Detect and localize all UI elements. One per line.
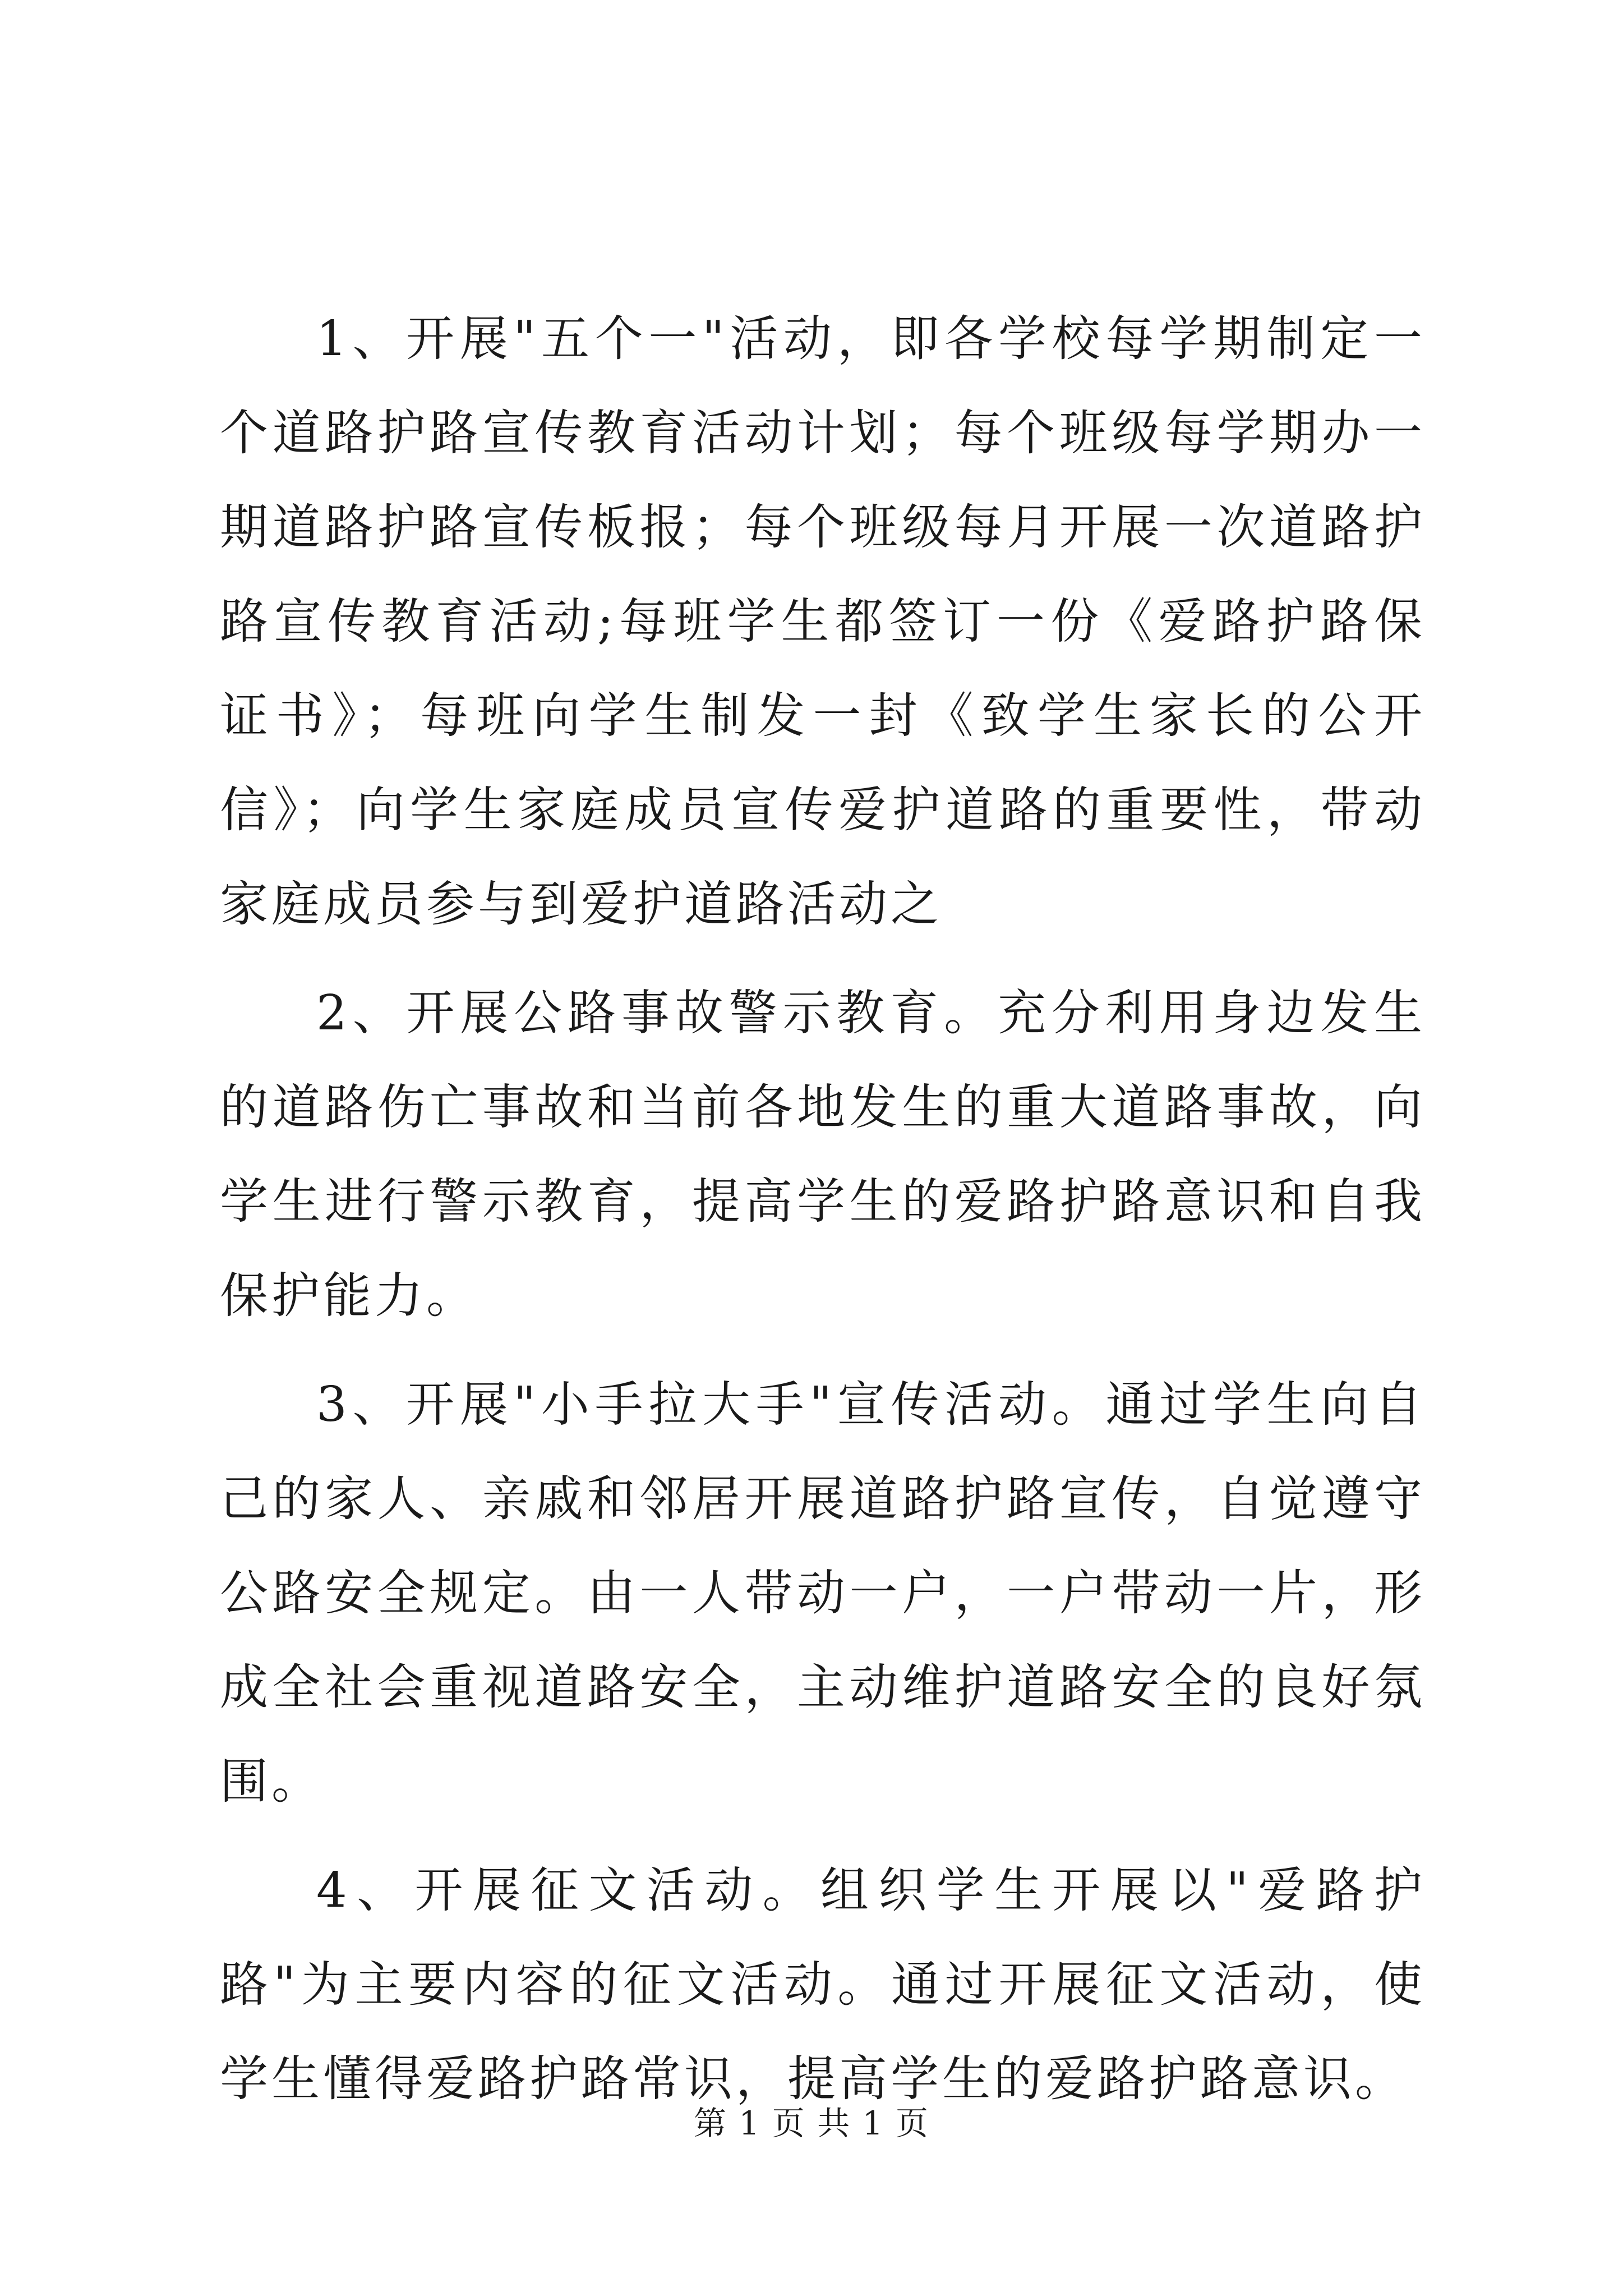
paragraph-1: 1、开展"五个一"活动，即各学校每学期制定一个道路护路宣传教育活动计划；每个班级每学期办一期道路护路宣传板报；每个班级每月开展一次道路护路宣传教育活动;每班学生都签订一份《爱路护路保证书》；每班向学生制发一封《致学生家长的公开信》；向学生家庭成员宣传爱护道路的重要性，带动家庭成员参与到爱护道路活动之 (220, 311, 1426, 932)
paragraph-4: 4、开展征文活动。组织学生开展以"爱路护路"为主要内容的征文活动。通过开展征文活动，使学生懂得爱路护路常识，提高学生的爱路护路意识。 (220, 1862, 1426, 2107)
paragraph-2: 2、开展公路事故警示教育。充分利用身边发生的道路伤亡事故和当前各地发生的重大道路事故，向学生进行警示教育，提高学生的爱路护路意识和自我保护能力。 (220, 985, 1426, 1324)
paragraph-3: 3、开展"小手拉大手"宣传活动。通过学生向自己的家人、亲戚和邻居开展道路护路宣传，自觉遵守公路安全规定。由一人带动一户，一户带动一片，形成全社会重视道路安全，主动维护道路安全的良好氛围。 (220, 1377, 1426, 1810)
document-body (220, 292, 1426, 2126)
page-footer: 第 1 页 共 1 页 (694, 2104, 929, 2142)
